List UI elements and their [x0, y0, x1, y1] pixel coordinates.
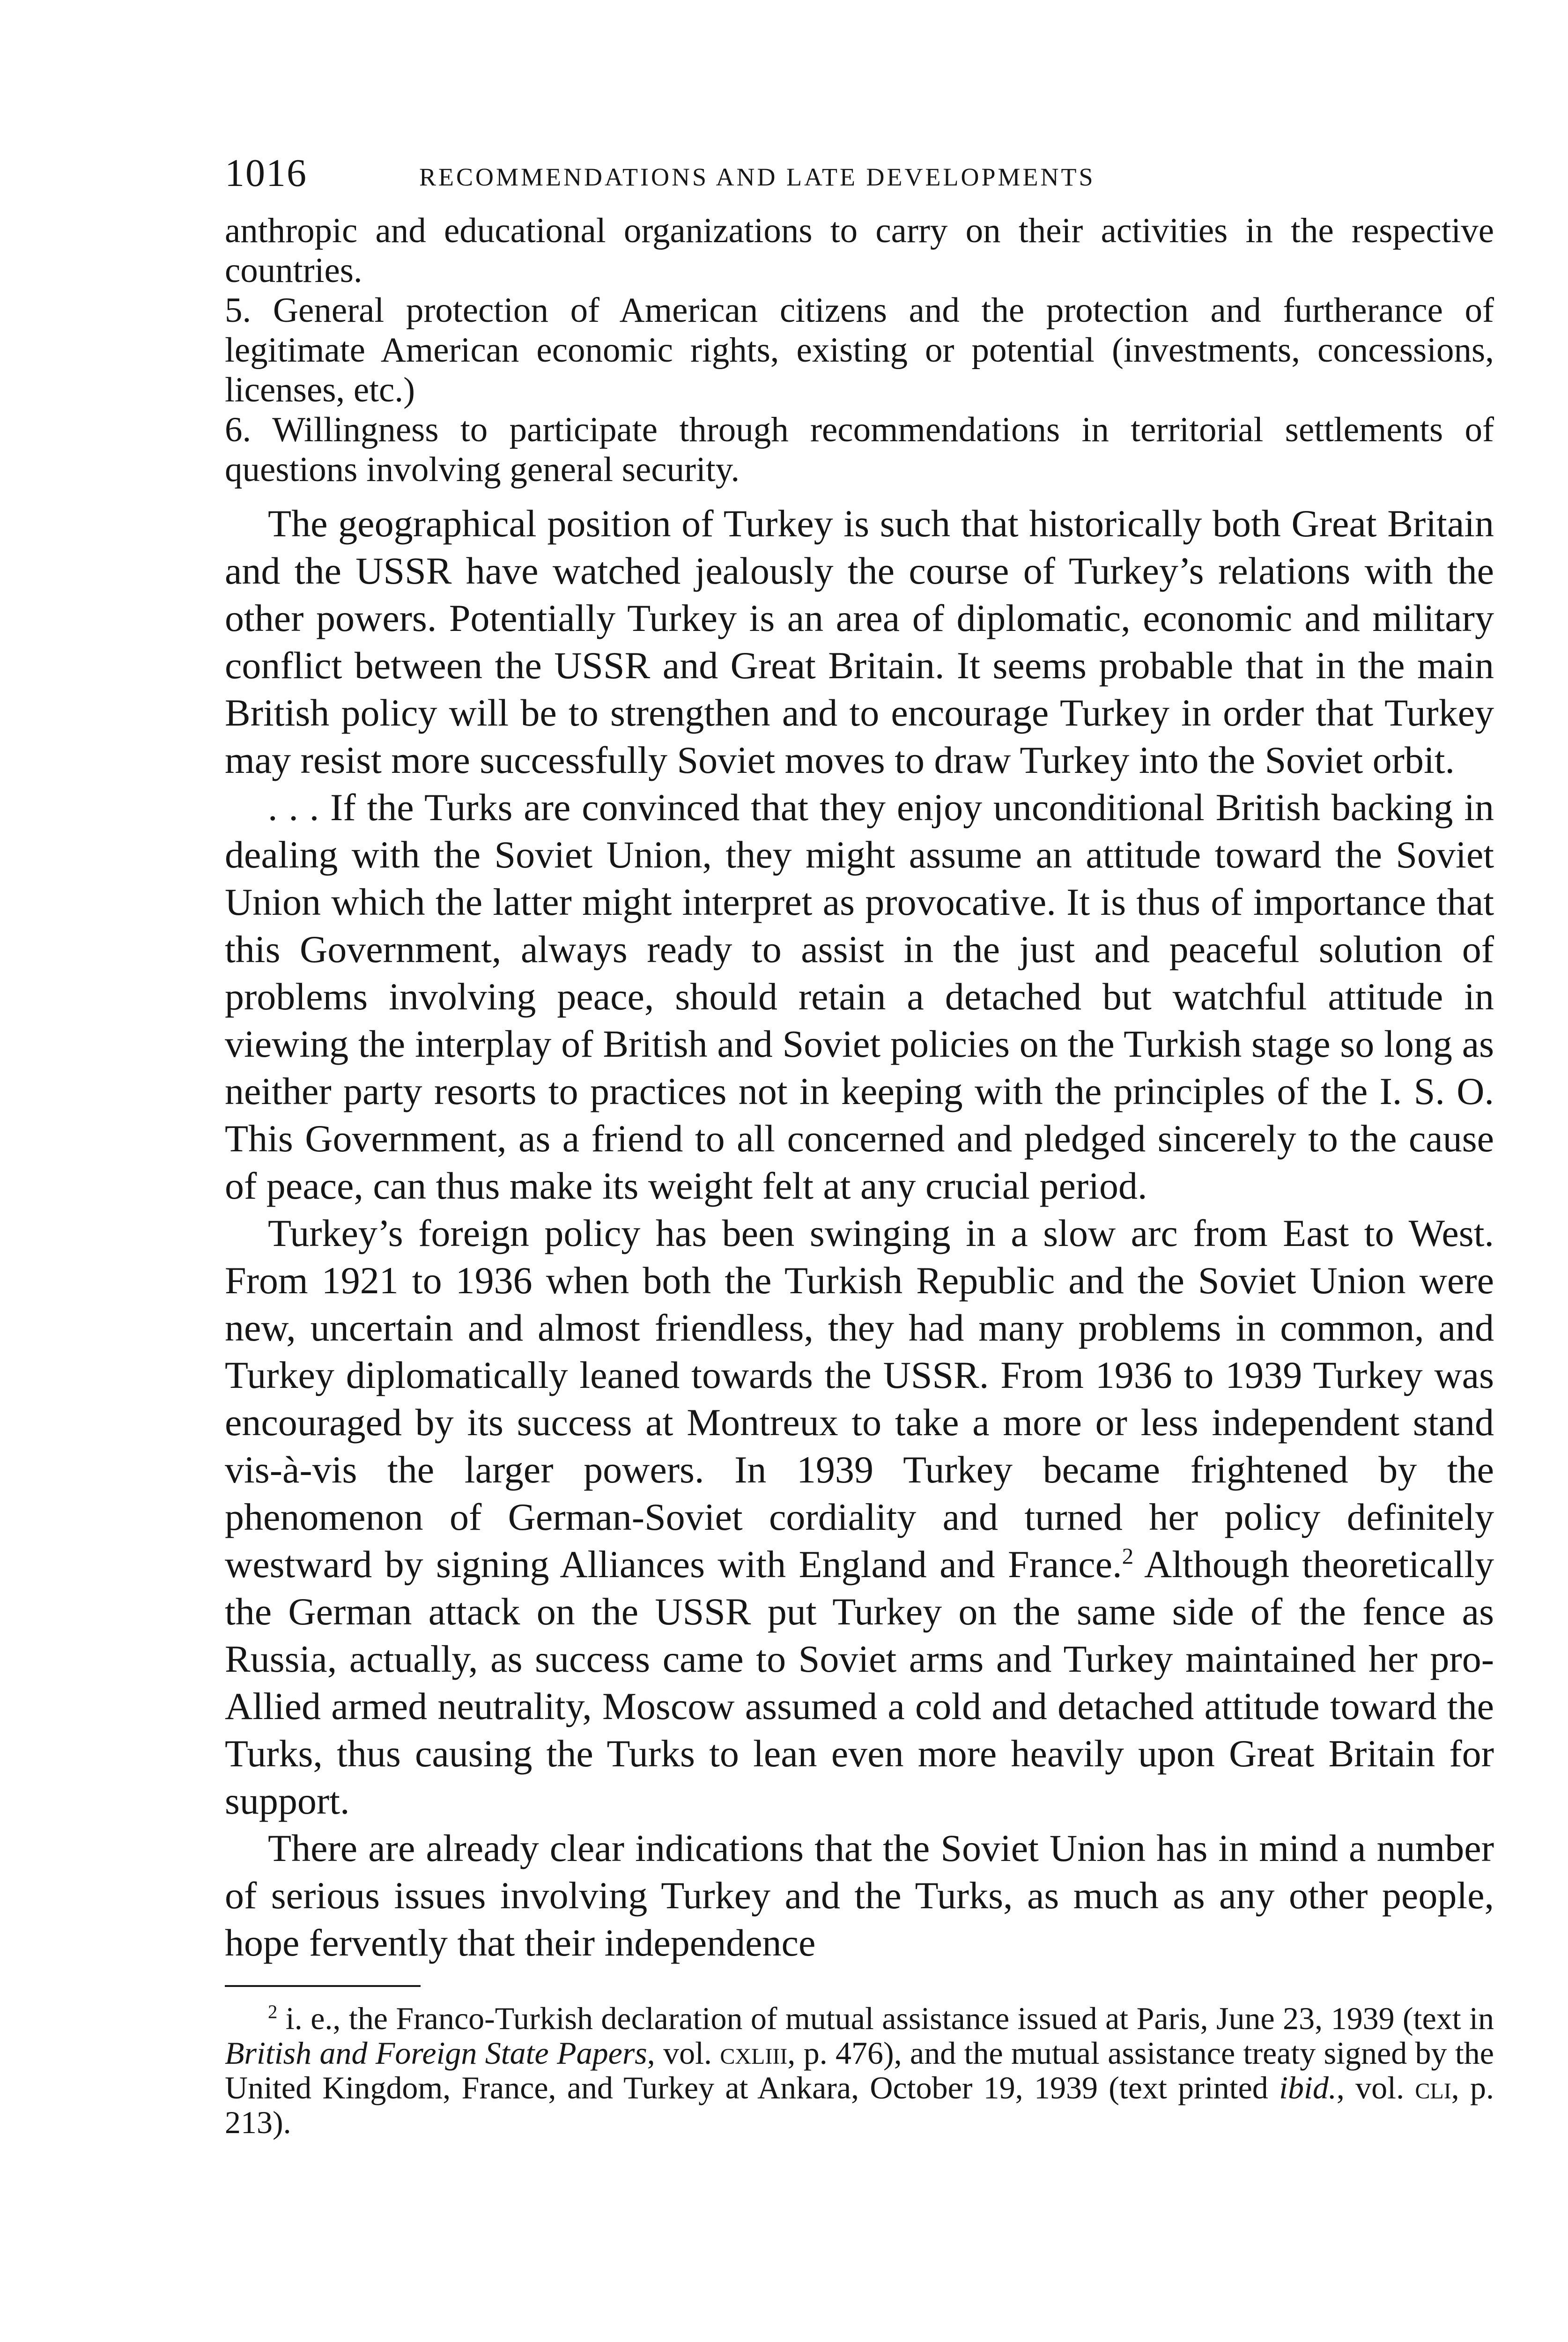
footnote-volume: cli — [1415, 2070, 1451, 2105]
quote-item-5: 5. General protection of American citizens and the protection and furtherance of legitimate American economic rights, existing or potential (investments, concessions, licenses, etc.) — [225, 291, 1494, 409]
body-text — [225, 500, 1494, 1966]
paragraph-text: Although theoretically the German attack on the USSR put Turkey on the same side of the fence as Russia, actually, as success came to Soviet arms and Turkey maintained her pro-Allied armed neutrality, Moscow assumed a cold and detached attitude toward the Turks, thus causing the Turks to lean even more heavily upon Great Britain for support. — [225, 1543, 1494, 1822]
footnote-text: , p. 476), and the mutual assistance treaty signed by the United Kingdom, France, and Turkey at Ankara, October 19, 1939 (text printed — [225, 2035, 1494, 2105]
paragraph-foreign-policy — [225, 1209, 1494, 1824]
footnote-text: , vol. — [1336, 2070, 1415, 2105]
footnote — [225, 2001, 1494, 2140]
paragraph-geographical-position: The geographical position of Turkey is such that historically both Great Britain and the USSR have watched jealously the course of Turkey’s relations with the other powers. Potentially Turkey is an area of diplomatic, economic and military conflict between the USSR and Great Britain. It seems probable that in the main British policy will be to strengthen and to encourage Turkey in order that Turkey may resist more successfully Soviet moves to draw Turkey into the Soviet orbit. — [225, 502, 1494, 781]
paragraph-soviet-issues: There are already clear indications that the Soviet Union has in mind a number of serious issues involving Turkey and the Turks, as much as any other people, hope fervently that their independence — [225, 1827, 1494, 1964]
footnote-text: , vol. — [647, 2035, 720, 2071]
footnote-volume: cxliii — [720, 2035, 788, 2071]
footnote-text: i. e., the Franco-Turkish declaration of mutual assistance issued at Paris, June 23, 1939 (text in — [277, 2001, 1494, 2036]
footnote-marker: 2 — [268, 2001, 278, 2023]
document-page — [225, 150, 1494, 2140]
paragraph-text: Turkey’s foreign policy has been swinging in a slow arc from East to West. From 1921 to 1936 when both the Turkish Republic and the Soviet Union were new, uncertain and almost friendless, they had many problems in common, and Turkey diplomatically leaned towards the USSR. From 1936 to 1939 Turkey was encouraged by its success at Montreux to take a more or less independent stand vis-à-vis the larger powers. In 1939 Turkey became frightened by the phenomenon of German-Soviet cordiality and turned her policy definitely westward by signing Alliances with England and France. — [225, 1212, 1494, 1586]
paragraph-british-backing: . . . If the Turks are convinced that they enjoy unconditional British backing in dealing with the Soviet Union, they might assume an attitude toward the Soviet Union which the latter might interpret as provocative. It is thus of importance that this Government, always ready to assist in the just and peaceful solution of problems involving peace, should retain a detached but watchful attitude in viewing the interplay of British and Soviet policies on the Turkish stage so long as neither party resorts to practices not in keeping with the principles of the I. S. O. This Government, as a friend to all concerned and pledged sincerely to the cause of peace, can thus make its weight felt at any crucial period. — [225, 786, 1494, 1207]
quote-item-6: 6. Willingness to participate through recommendations in territorial settlements of questions involving general security. — [225, 410, 1494, 489]
quoted-list — [225, 211, 1494, 489]
footnote-ibid: ibid. — [1279, 2070, 1337, 2105]
page-number: 1016 — [225, 151, 307, 195]
footnote-divider — [225, 1985, 421, 1987]
page-header — [225, 150, 1494, 206]
footnote-source-title: British and Foreign State Papers — [225, 2035, 647, 2071]
footnote-reference[interactable]: 2 — [1122, 1543, 1134, 1569]
quote-item-4-continuation: anthropic and educational organizations to carry on their activities in the respective countries. — [225, 211, 1494, 290]
footnote-text: , p. 213). — [225, 2070, 1494, 2140]
running-head: RECOMMENDATIONS AND LATE DEVELOPMENTS — [419, 163, 1095, 191]
